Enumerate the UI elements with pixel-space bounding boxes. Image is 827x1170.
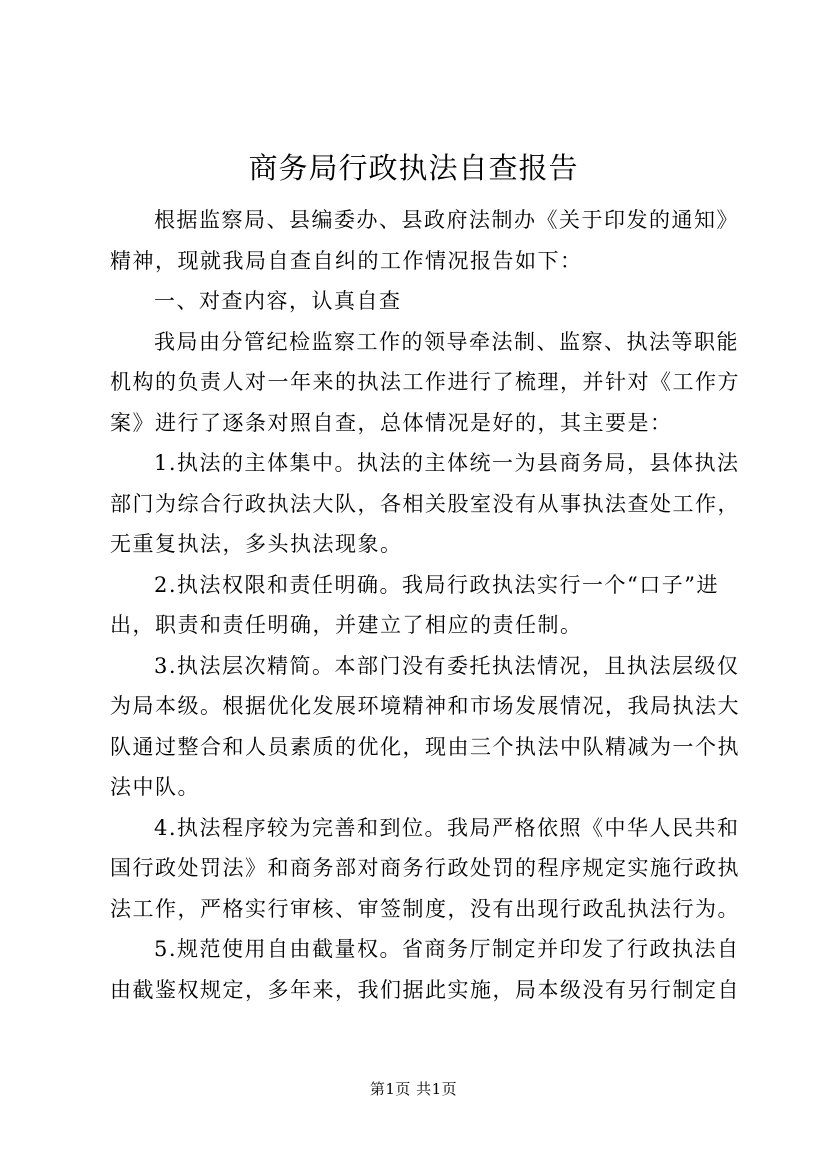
body-line: 一、对查内容，认真自查 [154, 289, 402, 313]
document-title: 商务局行政执法自查报告 [248, 151, 579, 185]
body-line: 1.执法的主体集中。执法的主体统一为县商务局，县体执法 [154, 451, 740, 475]
body-line: 2.执法权限和责任明确。我局行政执法实行一个“口子”进 [154, 572, 720, 597]
body-line: 出，职责和责任明确，并建立了相应的责任制。 [110, 613, 583, 637]
body-line: 部门为综合行政执法大队，各相关股室没有从事执法查处工作， [110, 491, 740, 516]
body-line: 精神，现就我局自查自纠的工作情况报告如下： [110, 248, 583, 273]
body-line: 5.规范使用自由截量权。省商务厅制定并印发了行政执法自 [154, 937, 740, 961]
body-line: 根据监察局、县编委办、县政府法制办《关于印发的通知》 [154, 208, 739, 232]
body-line: 3.执法层次精简。本部门没有委托执法情况，且执法层级仅 [154, 653, 740, 678]
body-line: 无重复执法，多头执法现象。 [110, 532, 403, 556]
body-line: 机构的负责人对一年来的执法工作进行了梳理，并针对《工作方 [110, 370, 740, 394]
body-line: 4.执法程序较为完善和到位。我局严格依照《中华人民共和 [154, 815, 740, 840]
document-body [110, 200, 742, 1010]
body-line: 国行政处罚法》和商务部对商务行政处罚的程序规定实施行政执 [110, 856, 740, 880]
body-line: 我局由分管纪检监察工作的领导牵法制、监察、执法等职能 [154, 329, 739, 354]
body-line: 为局本级。根据优化发展环境精神和市场发展情况，我局执法大 [110, 694, 740, 718]
page-footer: 第1页 共1页 [369, 1080, 458, 1098]
body-line: 案》进行了逐条对照自查，总体情况是好的，其主要是： [110, 410, 673, 435]
body-line: 法工作，严格实行审核、审签制度，没有出现行政乱执法行为。 [110, 896, 740, 921]
body-line: 由截鉴权规定，多年来，我们据此实施，局本级没有另行制定自 [110, 977, 740, 1002]
body-line: 队通过整合和人员素质的优化，现由三个执法中队精减为一个执 [110, 734, 740, 759]
body-line: 法中队。 [110, 775, 200, 799]
